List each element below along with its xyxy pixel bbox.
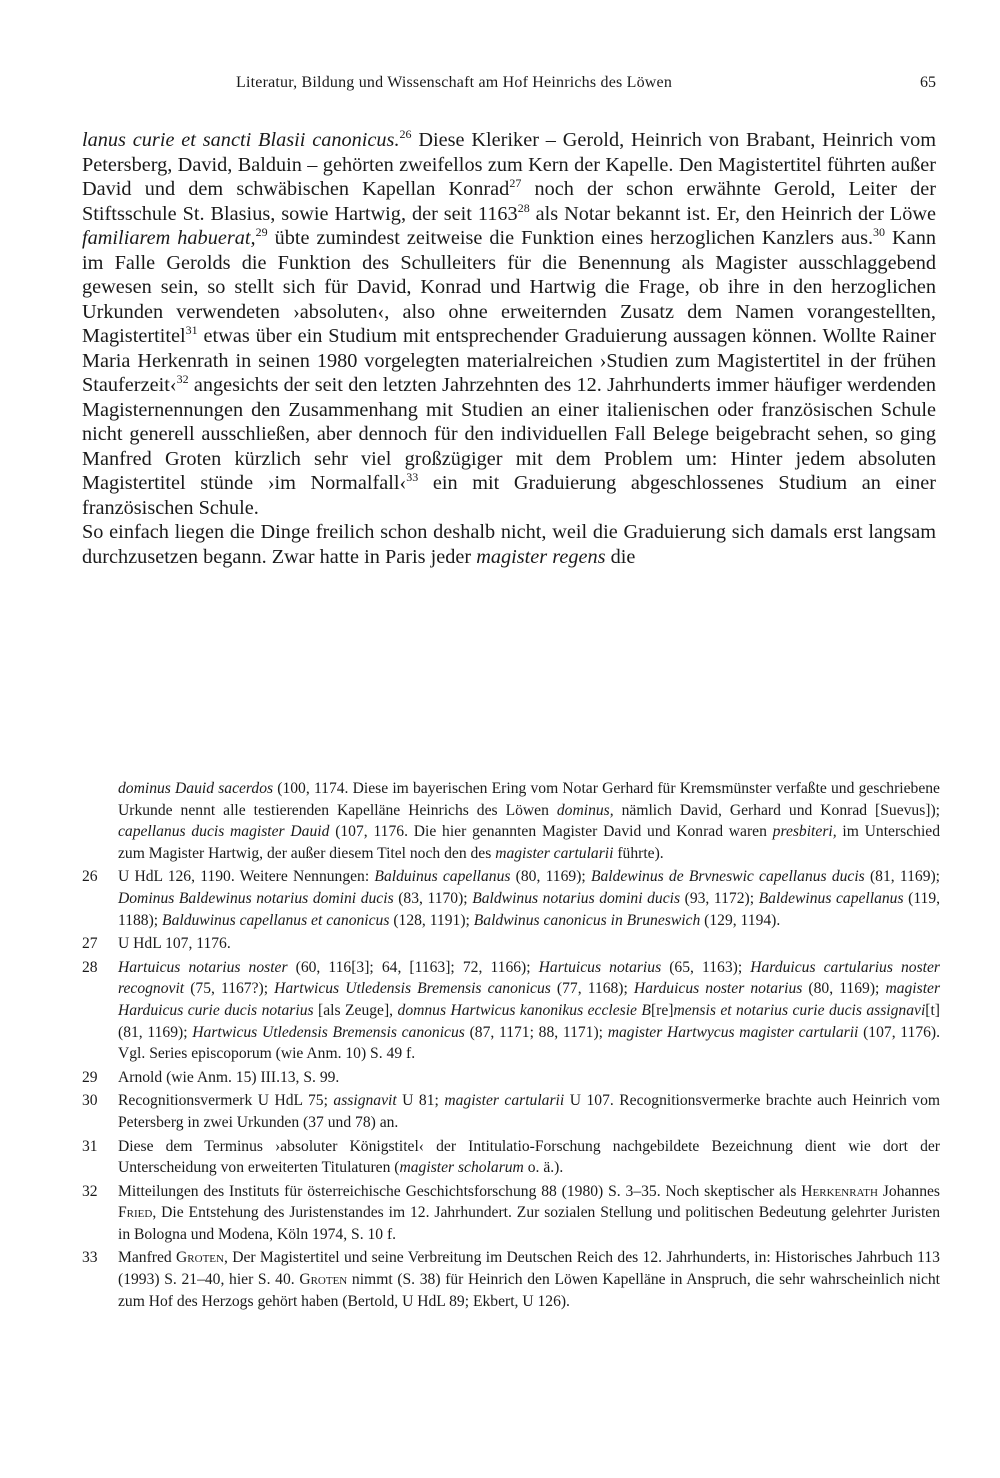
text-run: (65, 1163); — [661, 958, 751, 976]
latin-quote: Harduicus noster notarius — [633, 980, 803, 998]
footnote-number: 31 — [82, 1137, 98, 1155]
latin-quote: Hartwicus Utledensis Bremensis canonicus — [274, 980, 551, 998]
latin-quote: Balduwinus capellanus et canonicus — [162, 911, 390, 929]
latin-quote: lanus curie et sancti Blasii canonicus. — [82, 129, 400, 151]
text-run: U 107. Recognitionsvermerke brachte auch Heinrich vom Petersberg in zwei Urkunden (37 und 78) an. — [118, 1092, 940, 1131]
text-run: [t] (81, 1169); — [118, 1001, 940, 1041]
running-head: Literatur, Bildung und Wissenschaft am Hof Heinrichs des Löwen — [236, 74, 673, 91]
footnote-number: 29 — [82, 1068, 98, 1086]
text-run: Kann im Falle Gerolds die Funktion des Schulleiters für die Benennung als Magister ausschlaggebend gewesen sein, so stellt sich für David, Konrad und Hartwig die Frage, ob ihre in den herzoglichen Urkunden verwendeten ›absoluten‹, also ohne erweiternden Zusatz dem Namen vorangestellten, Magistertitel — [82, 227, 936, 347]
text-run: als Notar bekannt ist. Er, den Heinrich der Löwe — [529, 202, 936, 225]
text-run: angesichts der seit den letzten Jahrzehnten des 12. Jahrhunderts immer häufiger werdenden Magisternennungen den Zusammenhang mit Studien an einer italienischen oder französischen Schule nicht generell ausschließen, aber dennoch für den individuellen Fall Belege beigebracht sehen, so ging Manfred Groten kürzlich sehr viel großzügiger mit dem Problem um: Hinter jedem absoluten Magistertitel stünde ›im Normalfall‹ — [82, 374, 936, 494]
text-run: (128, 1191); — [389, 911, 474, 929]
latin-quote: magister cartularii — [444, 1092, 565, 1110]
footnote-number: 26 — [82, 868, 98, 886]
text-run: Johannes — [877, 1182, 940, 1200]
text-run: (119, 1188); — [118, 889, 941, 929]
text-run: im Unterschied zum Magister Hartwig, der außer diesem Titel noch den des — [118, 823, 940, 862]
text-run: (75, 1167?); — [184, 980, 275, 998]
footnote-30 — [82, 1090, 940, 1133]
text-run: (83, 1170); — [393, 889, 473, 907]
footnote-ref: 33 — [406, 470, 419, 485]
latin-quote: magister scholarum — [399, 1159, 524, 1177]
latin-quote: Harduicus cartularius noster recognovit — [118, 958, 940, 998]
text-run: U HdL 107, 1176. — [118, 935, 231, 953]
footnotes — [82, 778, 940, 1314]
text-run: Diese dem Terminus ›absoluter Königstitel‹ der Intitulatio-Forschung nachgebildete Bezeichnung dient wie dort der Unterscheidung von erweiterten Titulaturen ( — [118, 1137, 940, 1177]
footnote-26 — [82, 866, 940, 931]
author-name: Fried — [118, 1204, 153, 1222]
footnote-31 — [82, 1136, 940, 1179]
footnote-ref: 27 — [509, 176, 522, 191]
text-run: Manfred — [118, 1249, 177, 1267]
main-text — [82, 128, 936, 569]
text-run: Arnold (wie Anm. 15) III.13, S. 99. — [118, 1068, 340, 1086]
text-run: etwas über ein Studium mit entsprechender Graduierung aussagen können. Wollte Rainer Maria Herkenrath in seinen 1980 vorgelegten materialreichen ›Studien zum Magistertitel in der frühen Stauferzeit‹ — [82, 325, 936, 396]
text-run: Mitteilungen des Instituts für österreichische Geschichtsforschung 88 (1980) S. 3–35. Noch skeptischer als — [118, 1182, 802, 1200]
latin-quote: familiarem habuerat, — [82, 227, 256, 249]
latin-quote: Balduinus capellanus — [374, 868, 511, 886]
text-run: U 81; — [396, 1092, 445, 1110]
text-run: nämlich David, Gerhard und Konrad [Suevus]); — [613, 801, 940, 819]
footnote-ref: 26 — [399, 127, 412, 142]
footnote-continuation — [82, 778, 940, 864]
footnote-ref: 31 — [185, 323, 198, 338]
latin-quote: dominus, — [556, 801, 614, 819]
latin-quote: Baldwinus notarius domini ducis — [472, 889, 681, 907]
text-run: (77, 1168); — [550, 980, 634, 998]
text-run: die — [605, 545, 636, 568]
latin-quote: Dominus Baldewinus notarius domini ducis — [118, 889, 394, 907]
text-run: (60, 116[3]; 64, [1163]; 72, 1166); — [287, 958, 539, 976]
text-run: , Die Entstehung des Juristenstandes im 12. Jahrhundert. Zur sozialen Stellung und politischen Bedeutung gelehrter Juristen in Bologna und Modena, Köln 1974, S. 10 f. — [118, 1204, 940, 1243]
latin-quote: domnus Hartwicus kanonikus ecclesie B — [397, 1001, 651, 1019]
text-run: führte). — [613, 844, 664, 862]
footnote-27 — [82, 933, 940, 955]
paragraph — [82, 520, 936, 569]
text-run: [re] — [650, 1001, 674, 1019]
text-run: U HdL 126, 1190. Weitere Nennungen: — [118, 868, 375, 886]
footnote-number: 32 — [82, 1182, 98, 1200]
text-run: (93, 1172); — [680, 889, 759, 907]
latin-quote: Baldwinus canonicus in Bruneswich — [473, 911, 701, 929]
text-run: (81, 1169); — [864, 868, 941, 886]
latin-quote: magister cartularii — [495, 844, 614, 862]
text-run: (87, 1171; 88, 1171); — [464, 1023, 608, 1041]
footnote-ref: 29 — [255, 225, 268, 240]
author-name: Herkenrath — [801, 1182, 878, 1200]
footnote-32 — [82, 1181, 940, 1246]
footnote-28 — [82, 957, 940, 1065]
text-run: [als Zeuge], — [313, 1001, 398, 1019]
text-run: (80, 1169); — [802, 980, 886, 998]
author-name: Groten — [299, 1271, 348, 1289]
text-run: noch der schon erwähnte Gerold, Leiter der Stiftsschule St. Blasius, sowie Hartwig, der seit 1163 — [82, 178, 937, 225]
latin-quote: assignavit — [333, 1092, 397, 1110]
latin-quote: mensis et notarius curie ducis assignavi — [673, 1001, 926, 1019]
text-run: (107, 1176). Vgl. Series episcoporum (wie Anm. 10) S. 49 f. — [118, 1023, 941, 1063]
text-run: o. ä.). — [523, 1159, 564, 1177]
text-run: Diese Kleriker – Gerold, Heinrich von Brabant, Heinrich vom Petersberg, David, Balduin – gehörten zweifellos zum Kern der Kapelle. Den Magistertitel führten außer David und dem schwäbischen Kapellan Konrad — [82, 129, 936, 200]
text-run: (129, 1194). — [700, 911, 781, 929]
footnote-ref: 32 — [176, 372, 189, 387]
footnote-ref: 28 — [517, 200, 530, 215]
paragraph — [82, 128, 936, 520]
footnote-29 — [82, 1067, 940, 1089]
page-number: 65 — [920, 74, 936, 91]
latin-quote: Hartuicus notarius noster — [118, 958, 288, 976]
text-run: , Der Magistertitel und seine Verbreitung im Deutschen Reich des 12. Jahrhunderts, in: Historisches Jahrbuch 113 (1993) S. 21–40, hier S. 40. — [118, 1249, 940, 1289]
page-header — [236, 74, 936, 104]
latin-quote: magister Harduicus curie ducis notarius — [118, 980, 941, 1019]
latin-quote: magister regens — [476, 545, 606, 568]
author-name: Groten — [176, 1249, 224, 1267]
text-run: (107, 1176. Die hier genannten Magister David und Konrad waren — [329, 823, 773, 841]
latin-quote: dominus Dauid sacerdos — [118, 780, 274, 797]
text-run: ein mit Graduierung abgeschlossenes Studium an einer französischen Schule. — [82, 472, 936, 519]
text-run: übte zumindest zeitweise die Funktion eines herzoglichen Kanzlers aus. — [267, 227, 874, 249]
text-run: Recognitionsvermerk U HdL 75; — [118, 1092, 334, 1110]
footnote-ref: 30 — [873, 225, 886, 240]
footnote-number: 30 — [82, 1092, 98, 1110]
latin-quote: capellanus ducis magister Dauid — [118, 823, 330, 841]
text-run: So einfach liegen die Dinge freilich schon deshalb nicht, weil die Graduierung sich damals erst langsam durchzusetzen begann. Zwar hatte in Paris jeder — [82, 521, 936, 568]
latin-quote: magister Hartwycus magister cartularii — [607, 1023, 859, 1041]
footnote-number: 27 — [82, 935, 98, 953]
latin-quote: Hartwicus Utledensis Bremensis canonicus — [192, 1023, 465, 1041]
footnote-number: 33 — [82, 1249, 98, 1267]
footnote-number: 28 — [82, 958, 98, 976]
latin-quote: Hartuicus notarius — [538, 958, 662, 976]
latin-quote: presbiteri, — [772, 823, 837, 841]
text-run: (80, 1169); — [510, 868, 591, 886]
text-run: nimmt (S. 38) für Heinrich den Löwen Kapelläne in Anspruch, die sehr wahrscheinlich nicht zum Hof des Herzogs gehört haben (Bertold, U HdL 89; Ekbert, U 126). — [118, 1271, 940, 1310]
footnote-33 — [82, 1247, 940, 1312]
text-run: (100, 1174. Diese im bayerischen Ering vom Notar Gerhard für Kremsmünster verfaßte und geschriebene Urkunde nennt alle testierenden Kapelläne Heinrichs des Löwen — [118, 780, 940, 819]
latin-quote: Baldewinus capellanus — [758, 889, 904, 907]
latin-quote: Baldewinus de Brvneswic capellanus ducis — [590, 868, 865, 886]
